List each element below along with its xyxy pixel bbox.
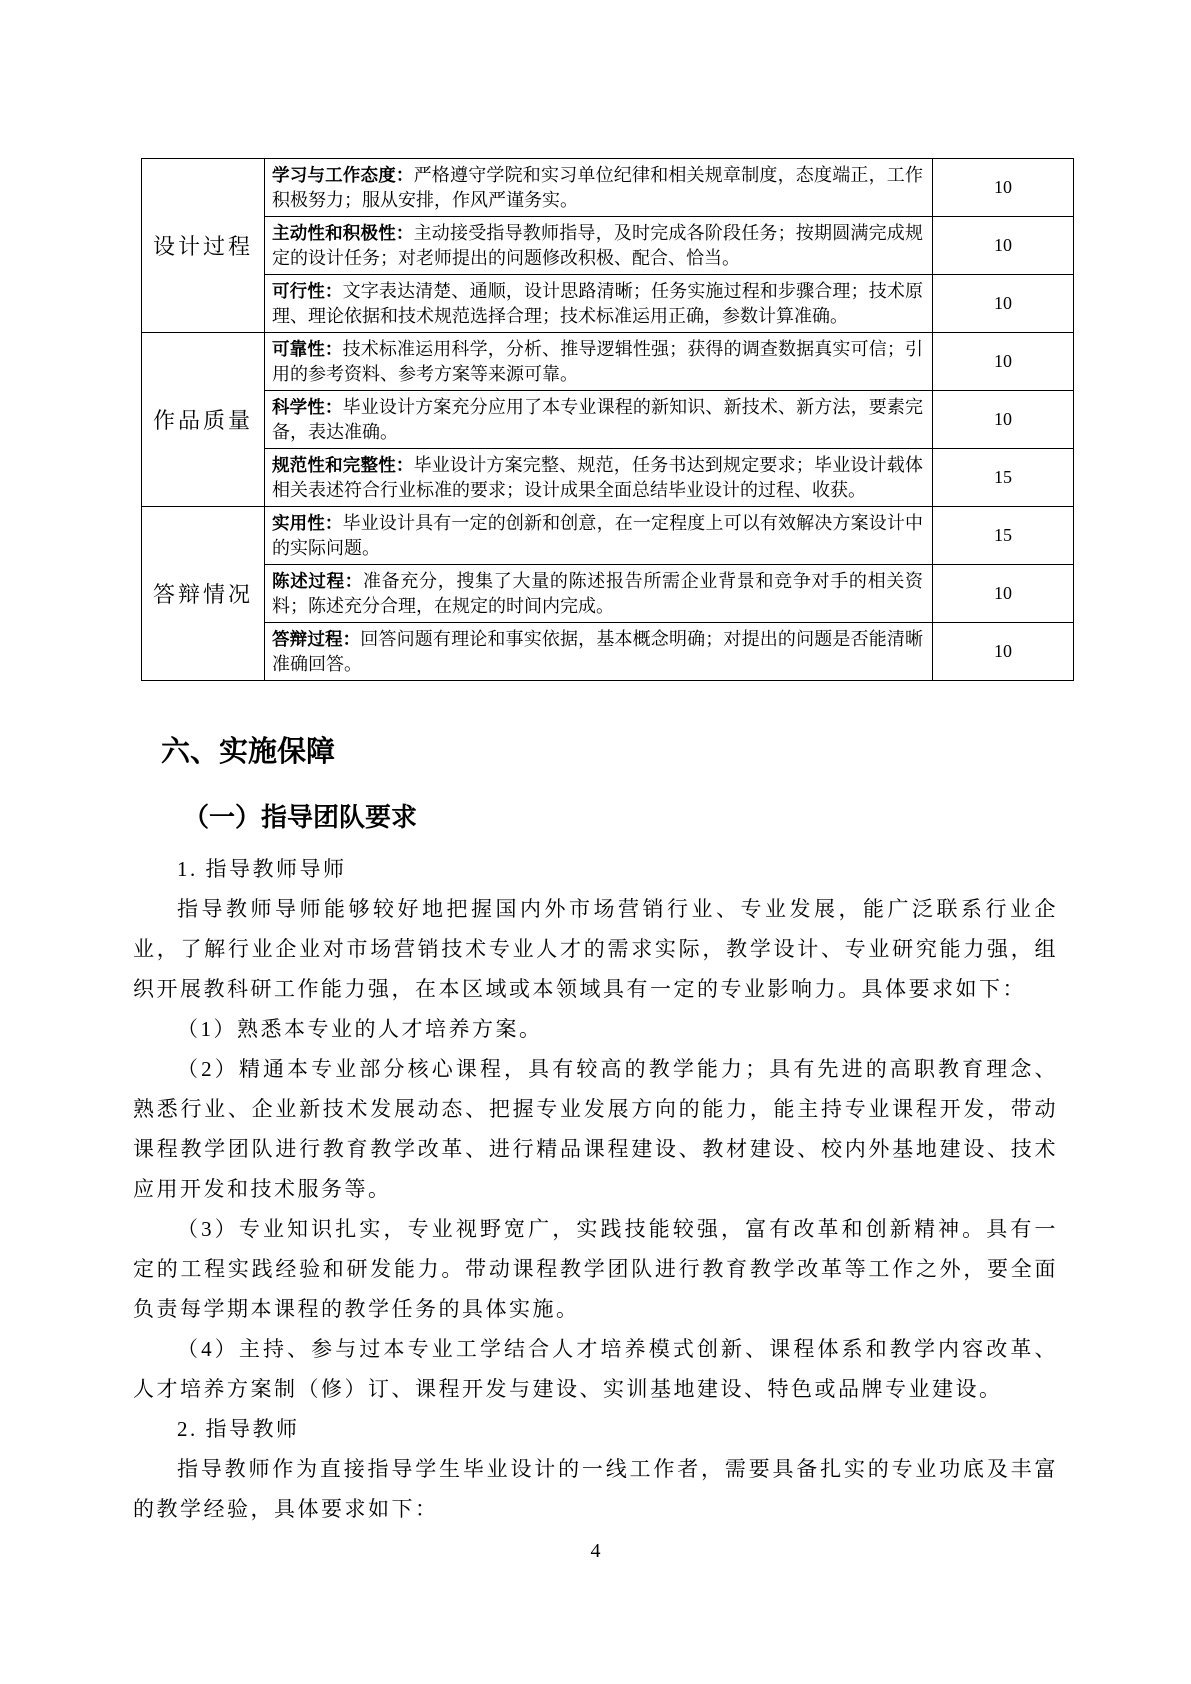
criterion-cell [265,333,933,391]
criterion-label: 规范性和完整性： [272,454,414,475]
score-cell: 10 [933,159,1074,217]
category-cell: 答辩情况 [142,507,265,681]
criterion-label: 答辩过程： [272,628,361,649]
criterion-desc: 文字表达清楚、通顺，设计思路清晰；任务实施过程和步骤合理；技术原理、理论依据和技术规范选择合理；技术标准运用正确，参数计算准确。 [272,280,924,326]
paragraph: 指导教师作为直接指导学生毕业设计的一线工作者，需要具备扎实的专业功底及丰富的教学经验，具体要求如下： [133,1457,1058,1521]
table-row [142,623,1074,681]
category-cell: 作品质量 [142,333,265,507]
evaluation-criteria-table [141,158,1074,681]
criterion-label: 实用性： [272,512,343,533]
criterion-desc: 主动接受指导教师指导，及时完成各阶段任务；按期圆满完成规定的设计任务；对老师提出的问题修改积极、配合、恰当。 [272,222,924,268]
criterion-desc: 严格遵守学院和实习单位纪律和相关规章制度，态度端正，工作积极努力；服从安排，作风严谨务实。 [272,164,924,210]
criterion-desc: 准备充分，搜集了大量的陈述报告所需企业背景和竞争对手的相关资料；陈述充分合理，在规定的时间内完成。 [272,570,924,616]
criterion-label: 可行性： [272,280,343,301]
list-item: （1）熟悉本专业的人才培养方案。 [177,1017,543,1041]
criterion-cell [265,449,933,507]
table-row [142,217,1074,275]
criterion-label: 主动性和积极性： [272,222,414,243]
criterion-cell [265,159,933,217]
score-cell: 15 [933,449,1074,507]
table-row [142,565,1074,623]
score-cell: 15 [933,507,1074,565]
criterion-desc: 毕业设计方案充分应用了本专业课程的新知识、新技术、新方法，要素完备，表达准确。 [272,396,924,442]
table-row [142,449,1074,507]
table-row [142,391,1074,449]
criterion-desc: 回答问题有理论和事实依据，基本概念明确；对提出的问题是否能清晰准确回答。 [272,628,924,674]
table-row [142,159,1074,217]
score-cell: 10 [933,275,1074,333]
numbered-item-title: 2. 指导教师 [177,1417,300,1441]
list-item: （3）专业知识扎实，专业视野宽广，实践技能较强，富有改革和创新精神。具有一定的工程实践经验和研发能力。带动课程教学团队进行教育教学改革等工作之外，要全面负责每学期本课程的教学任务的具体实施。 [133,1217,1058,1321]
criterion-label: 可靠性： [272,338,343,359]
criterion-cell [265,391,933,449]
list-item: （2）精通本专业部分核心课程，具有较高的教学能力；具有先进的高职教育理念、熟悉行业、企业新技术发展动态、把握专业发展方向的能力，能主持专业课程开发，带动课程教学团队进行教育教学改革、进行精品课程建设、教材建设、校内外基地建设、技术应用开发和技术服务等。 [133,1057,1058,1201]
subsection-heading: （一）指导团队要求 [183,802,418,832]
criterion-desc: 毕业设计具有一定的创新和创意，在一定程度上可以有效解决方案设计中的实际问题。 [272,512,924,558]
table-row [142,333,1074,391]
numbered-item-title: 1. 指导教师导师 [177,857,347,881]
criterion-cell [265,275,933,333]
criterion-desc: 技术标准运用科学，分析、推导逻辑性强；获得的调查数据真实可信；引用的参考资料、参考方案等来源可靠。 [272,338,924,384]
criterion-cell [265,507,933,565]
section-heading: 六、实施保障 [161,736,336,768]
score-cell: 10 [933,565,1074,623]
text-block [133,731,1058,1529]
score-cell: 10 [933,217,1074,275]
table-row [142,507,1074,565]
criterion-cell [265,217,933,275]
paragraph: 指导教师导师能够较好地把握国内外市场营销行业、专业发展，能广泛联系行业企业，了解行业企业对市场营销技术专业人才的需求实际，教学设计、专业研究能力强，组织开展教科研工作能力强，在本区域或本领域具有一定的专业影响力。具体要求如下： [133,897,1058,1001]
criterion-label: 科学性： [272,396,343,417]
criterion-cell [265,623,933,681]
criterion-desc: 毕业设计方案完整、规范，任务书达到规定要求；毕业设计载体相关表述符合行业标准的要求；设计成果全面总结毕业设计的过程、收获。 [272,454,924,500]
criterion-cell [265,565,933,623]
criterion-label: 陈述过程： [272,570,363,591]
page-number: 4 [590,1540,601,1562]
table-row [142,275,1074,333]
list-item: （4）主持、参与过本专业工学结合人才培养模式创新、课程体系和教学内容改革、人才培养方案制（修）订、课程开发与建设、实训基地建设、特色或品牌专业建设。 [133,1337,1058,1401]
criterion-label: 学习与工作态度： [272,164,414,185]
score-cell: 10 [933,333,1074,391]
body-text [133,849,1058,1529]
score-cell: 10 [933,623,1074,681]
score-cell: 10 [933,391,1074,449]
category-cell: 设计过程 [142,159,265,333]
